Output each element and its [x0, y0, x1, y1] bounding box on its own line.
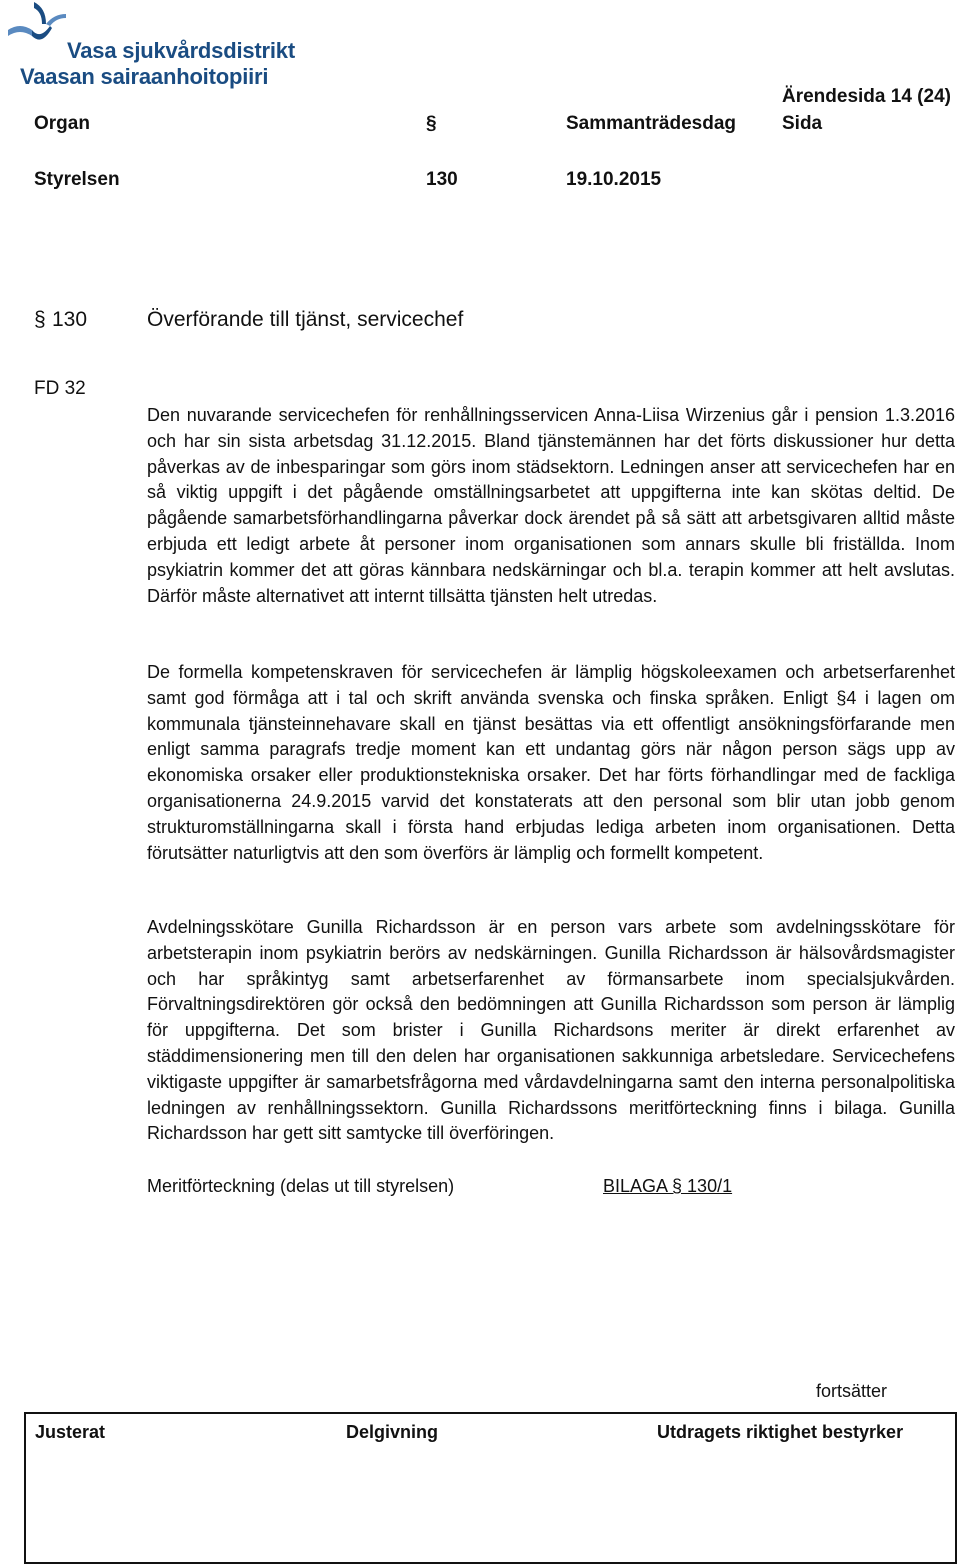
organization-logo — [6, 0, 306, 92]
continues-note: fortsätter — [816, 1381, 888, 1401]
header-organ-label: Organ — [34, 113, 90, 134]
footer-delgivning: Delgivning — [346, 1422, 439, 1442]
footer-justerat: Justerat — [35, 1422, 106, 1442]
section-symbol: § — [34, 308, 46, 331]
organization-name-finnish: Vaasan sairaanhoitopiiri — [20, 64, 269, 89]
header-page-label: Sida — [782, 113, 823, 134]
attachment-label: Meritförteckning (delas ut till styrelsen) — [147, 1176, 455, 1196]
page-label: Ärendesida 14 (24) — [782, 86, 951, 107]
item-title: Överförande till tjänst, servicechef — [147, 308, 464, 331]
header-meeting-date-value: 19.10.2015 — [566, 169, 662, 190]
footer-utdrag: Utdragets riktighet bestyrker — [657, 1422, 904, 1442]
organization-name-swedish: Vasa sjukvårdsdistrikt — [67, 38, 295, 63]
fd-reference: FD 32 — [34, 378, 86, 399]
paragraph-candidate: Avdelningsskötare Gunilla Richardsson är en person vars arbete som avdelningsskötare för arbetsterapin inom psykiatrin berörs av nedskärningen. Gunilla Richardsson är hälsovårdsmagister och har språkintyg samt arbetserfarenhet av förmansarbete inom specialsjukvården. Förvaltningsdirektören gör också den bedömningen att Gunilla Richardsson som person är lämplig för uppgifterna. Det som brister i Gunilla Richardsons meriter är direkt erfarenhet av städdimensionering men till den delen har organisationen sakkunniga arbetsledare. Servicechefens viktigaste uppgifter är samarbetsfrågorna med vårdavdelningarna samt den interna personalpolitiska ledningen av renhållningssektorn. Gunilla Richardssons meritförteckning finns i bilaga. Gunilla Richardsson har gett sitt samtycke till överföringen. — [147, 917, 955, 1144]
signature-footer — [24, 1412, 957, 1564]
logo-mark-icon — [6, 0, 70, 44]
attachment-link[interactable]: BILAGA § 130/1 — [603, 1176, 733, 1196]
item-number: 130 — [52, 308, 88, 331]
header-organ-value: Styrelsen — [34, 169, 120, 190]
header-meeting-date-label: Sammanträdesdag — [566, 113, 737, 134]
paragraph-background: Den nuvarande servicechefen för renhållningsservicen Anna-Liisa Wirzenius går i pension 1.3.2016 och har sin sista arbetsdag 31.12.2015. Bland tjänstemännen har det förts diskussioner hur detta påverkas av de inbesparingar som görs inom städsektorn. Ledningen anser att servicechefen har en så viktig uppgift i det pågående omställningsarbetet att uppgifterna inte kan skötas deltid. De pågående samarbetsförhandlingarna påverkar dock ärendet på så sätt att arbetsgivaren alltid måste erbjuda ett ledigt arbete åt personer inom organisationen som annars skulle bli friställda. Inom psykiatrin kommer det att göras kännbara nedskärningar och bl.a. terapin kommer att helt avslutas. Därför måste alternativet att internt tillsätta tjänsten helt utredas. — [147, 405, 955, 606]
paragraph-requirements: De formella kompetenskraven för servicechefen är lämplig högskoleexamen och arbetserfarenhet samt god förmåga att i tal och skrift använda svenska och finska språken. Enligt §4 i lagen om kommunala tjänsteinnehavare skall en tjänst besättas via ett offentligt ansökningsförfarande men enligt samma paragrafs tredje moment kan ett undantag görs när någon person sägs upp av ekonomiska orsaker eller produktionstekniska orsaker. Det har förts förhandlingar med de fackliga organisationerna 24.9.2015 varvid det konstaterats att den personal som blir utan jobb genom strukturomställningarna skall i första hand erbjudas lediga arbeten inom organisationen. Detta förutsätter naturligtvis att den som överförs är lämplig och formellt kompetent. — [147, 662, 955, 863]
header-section-label: § — [426, 113, 437, 134]
header-section-value: 130 — [426, 169, 458, 190]
